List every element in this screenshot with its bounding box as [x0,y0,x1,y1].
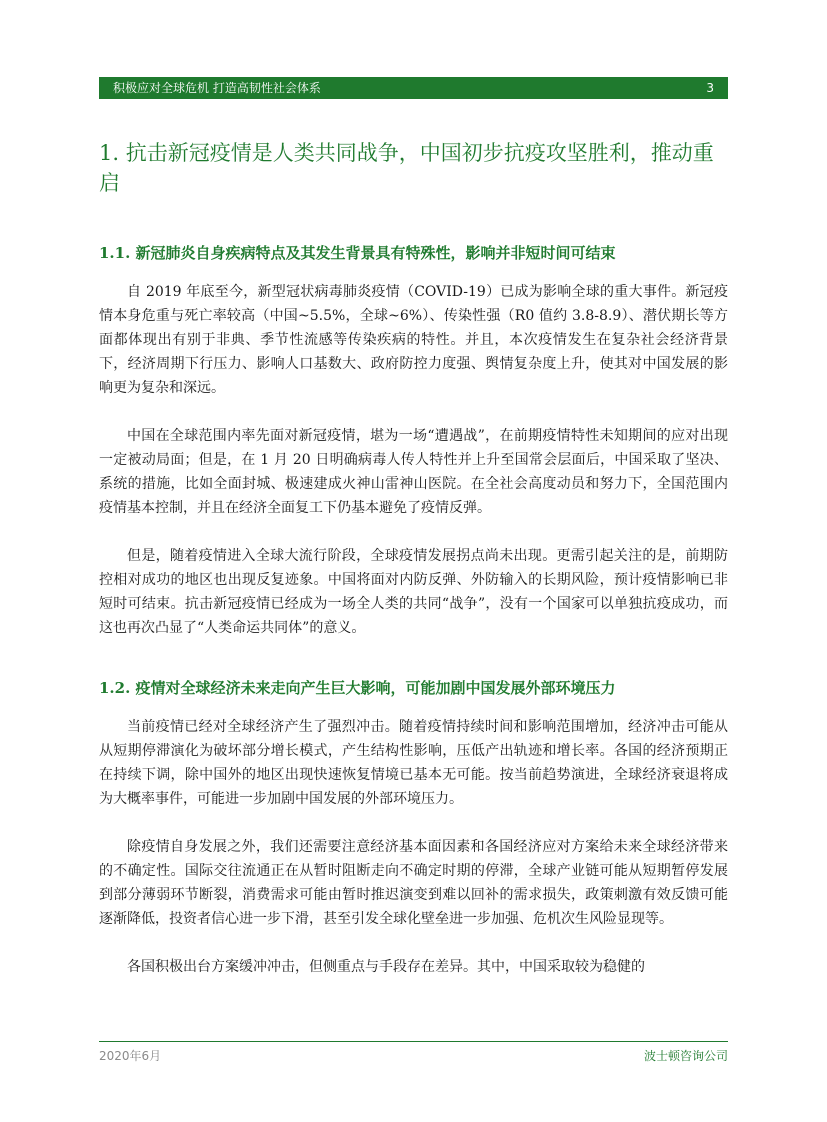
header-title: 积极应对全球危机 打造高韧性社会体系 [113,81,321,95]
section-1-paragraph-2: 中国在全球范围内率先面对新冠疫情，堪为一场“遭遇战”，在前期疫情特性未知期间的应对出现一定被动局面；但是，在 1 月 20 日明确病毒人传人特性并上升至国常会层面后，中国采取了坚决、系统的措施，比如全面封城、极速建成火神山雷神山医院。在全社会高度动员和努力下，全国范围内疫情基本控制，并且在经济全面复工下仍基本避免了疫情反弹。 [99,428,728,516]
section-2-paragraph-3: 各国积极出台方案缓冲冲击，但侧重点与手段存在差异。其中，中国采取较为稳健的 [127,959,645,975]
section-1-paragraph-1: 自 2019 年底至今，新型冠状病毒肺炎疫情（COVID-19）已成为影响全球的重大事件。新冠疫情本身危重与死亡率较高（中国~5.5%，全球~6%）、传染性强（R0 值约 3.8-8.9）、潜伏期长等方面都体现出有别于非典、季节性流感等传染疾病的特性。并且，本次疫情发生在复杂社会经济背景下，经济周期下行压力、影响人口基数大、政府防控力度强、舆情复杂度上升，使其对中国发展的影响更为复杂和深远。 [99,284,728,396]
section-2-title: 1.2. 疫情对全球经济未来走向产生巨大影响，可能加剧中国发展外部环境压力 [99,679,616,697]
section-1-title: 1.1. 新冠肺炎自身疾病特点及其发生背景具有特殊性，影响并非短时间可结束 [99,244,616,262]
main-content [99,138,728,979]
footer-date: 2020年6月 [99,1049,162,1063]
section-2-paragraph-2: 除疫情自身发展之外，我们还需要注意经济基本面因素和各国经济应对方案给未来全球经济带来的不确定性。国际交往流通正在从暂时阻断走向不确定时期的停滞，全球产业链可能从短期暂停发展到部分薄弱环节断裂，消费需求可能由暂时推迟演变到难以回补的需求损失，政策刺激有效反馈可能逐渐降低，投资者信心进一步下滑，甚至引发全球化壁垒进一步加强、危机次生风险显现等。 [99,839,728,927]
footer-company: 波士顿咨询公司 [643,1049,728,1063]
page-number: 3 [706,81,714,95]
chapter-title: 1. 抗击新冠疫情是人类共同战争，中国初步抗疫攻坚胜利，推动重启 [99,141,714,195]
section-1-paragraph-3: 但是，随着疫情进入全球大流行阶段，全球疫情发展拐点尚未出现。更需引起关注的是，前期防控相对成功的地区也出现反复迹象。中国将面对内防反弹、外防输入的长期风险，预计疫情影响已非短时可结束。抗击新冠疫情已经成为一场全人类的共同“战争”，没有一个国家可以单独抗疫成功，而这也再次凸显了“人类命运共同体”的意义。 [99,548,728,636]
section-2-paragraph-1: 当前疫情已经对全球经济产生了强烈冲击。随着疫情持续时间和影响范围增加，经济冲击可能从从短期停滞演化为破坏部分增长模式，产生结构性影响，压低产出轨迹和增长率。各国的经济预期正在持续下调，除中国外的地区出现快速恢复情境已基本无可能。按当前趋势演进，全球经济衰退将成为大概率事件，可能进一步加剧中国发展的外部环境压力。 [99,719,728,807]
header-bar [99,77,728,99]
footer-divider [99,1041,728,1042]
